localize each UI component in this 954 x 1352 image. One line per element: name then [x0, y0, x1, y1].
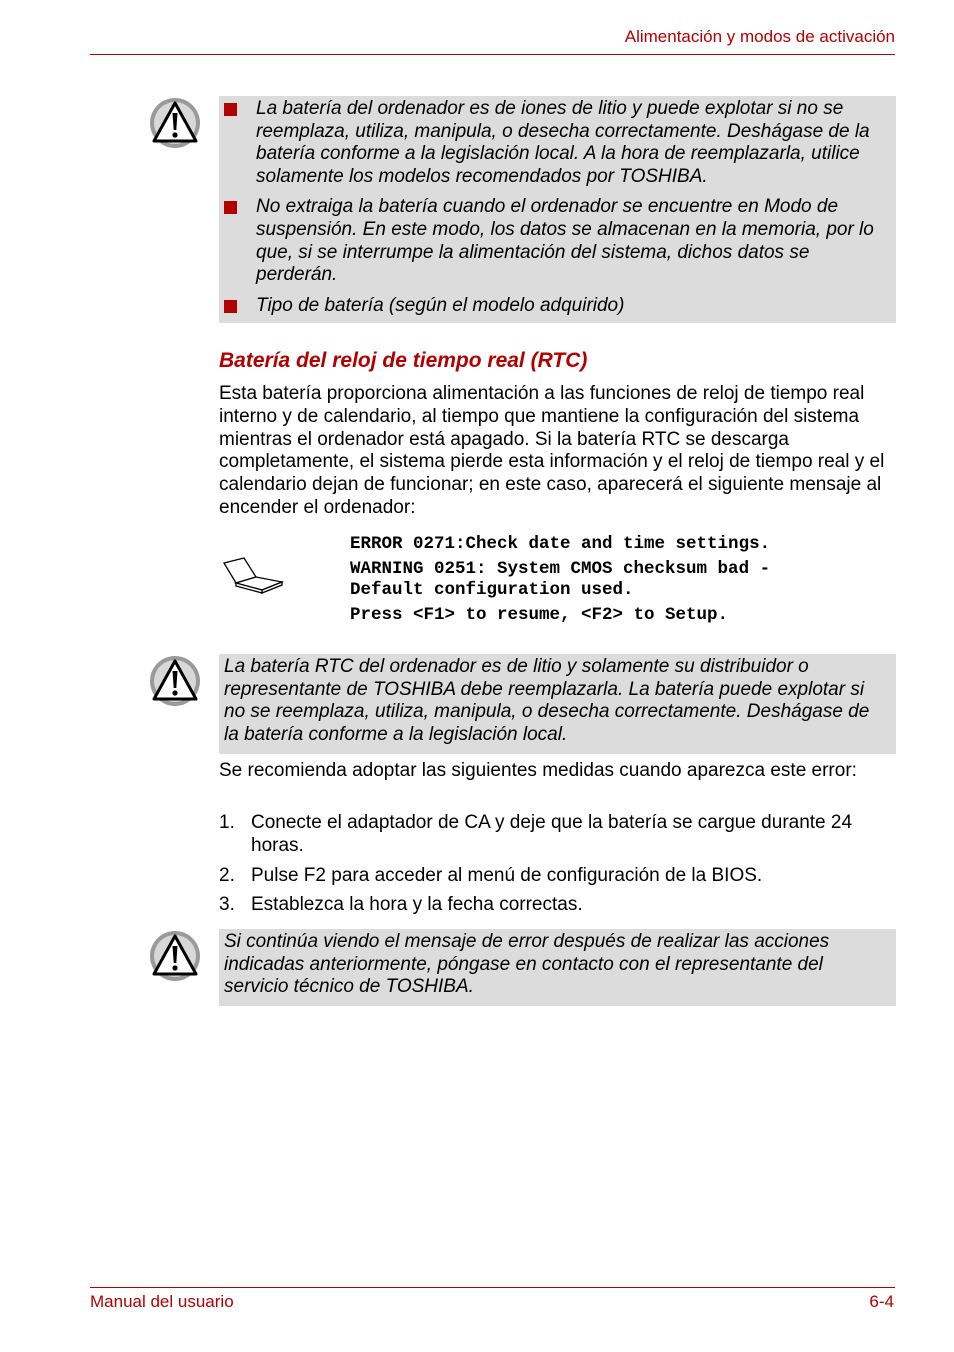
warning-triangle-icon: [149, 97, 201, 149]
list-item: [224, 98, 888, 188]
warning-text: Si continúa viendo el mensaje de error después de realizar las acciones indicadas anteriormente, póngase en contacto con el representante del servicio técnico de TOSHIBA.: [224, 931, 830, 998]
step-number: 1.: [219, 812, 235, 833]
step-text: Pulse F2 para acceder al menú de configuración de la BIOS.: [251, 864, 763, 886]
step-text: Conecte el adaptador de CA y deje que la batería se cargue durante 24 horas.: [251, 812, 853, 856]
warning-bullet-text: La batería del ordenador es de iones de litio y puede explotar si no se reemplaza, utiliza, manipula, o desecha correctamente. Deshágase de la batería conforme a la legislación local. A la hora de reemplazarla, utilice solamente los modelos recomendados por TOSHIBA.: [256, 98, 870, 187]
warning-note-battery: [219, 96, 896, 323]
page-number: 6-4: [869, 1292, 894, 1311]
step-text: Establezca la hora y la fecha correctas.: [251, 894, 583, 916]
step-number: 3.: [219, 894, 235, 916]
code-line: ERROR 0271:Check date and time settings.: [350, 534, 771, 554]
section-intro: Esta batería proporciona alimentación a las funciones de reloj de tiempo real interno y de calendario, al tiempo que mantiene la configuración del sistema mientras el ordenador está apagado. Si la batería RTC se descarga completamente, el sistema pierde esta información y el reloj de tiempo real y el calendario dejan de funcionar; en este caso, aparecerá el siguiente mensaje al encender el ordenador:: [219, 383, 885, 518]
warning-triangle-icon: [149, 655, 201, 707]
warning-bullet-text: Tipo de batería (según el modelo adquirido): [256, 294, 625, 316]
laptop-note-icon: [222, 557, 284, 595]
section-title: Batería del reloj de tiempo real (RTC): [219, 349, 588, 372]
list-item: [224, 196, 888, 286]
warning-text: La batería RTC del ordenador es de litio y solamente su distribuidor o representante de TOSHIBA debe reemplazarla. La batería puede explotar si no se reemplaza, utiliza, manipula, o desecha correctamente. Deshágase de la batería conforme a la legislación local.: [224, 656, 870, 745]
list-item: [224, 295, 888, 318]
footer-rule: [90, 1287, 895, 1288]
header-title: Alimentación y modos de activación: [624, 27, 895, 46]
list-item: [219, 865, 899, 888]
error-message-code: [350, 534, 770, 626]
footer-manual-title: Manual del usuario: [90, 1292, 234, 1311]
steps-list: [219, 812, 899, 924]
recommend-text: Se recomienda adoptar las siguientes medidas cuando aparezca este error:: [219, 760, 857, 781]
warning-bullet-text: No extraiga la batería cuando el ordenador se encuentre en Modo de suspensión. En este modo, los datos se almacenan en la memoria, por lo que, si se interrumpe la alimentación del sistema, dichos datos se perderán.: [256, 196, 874, 286]
warning-note-error: [219, 929, 896, 1006]
code-line: Press <F1> to resume, <F2> to Setup.: [350, 605, 729, 625]
header-rule: [90, 54, 895, 55]
warning-triangle-icon: [149, 930, 201, 982]
bullet-square-icon: [224, 201, 237, 214]
list-item: [219, 894, 899, 917]
code-line: Default configuration used.: [350, 580, 634, 600]
bullet-square-icon: [224, 300, 237, 313]
list-item: [219, 812, 899, 858]
code-line: WARNING 0251: System CMOS checksum bad -: [350, 559, 771, 579]
bullet-square-icon: [224, 103, 237, 116]
step-number: 2.: [219, 864, 235, 886]
warning-note-rtc: [219, 654, 896, 754]
